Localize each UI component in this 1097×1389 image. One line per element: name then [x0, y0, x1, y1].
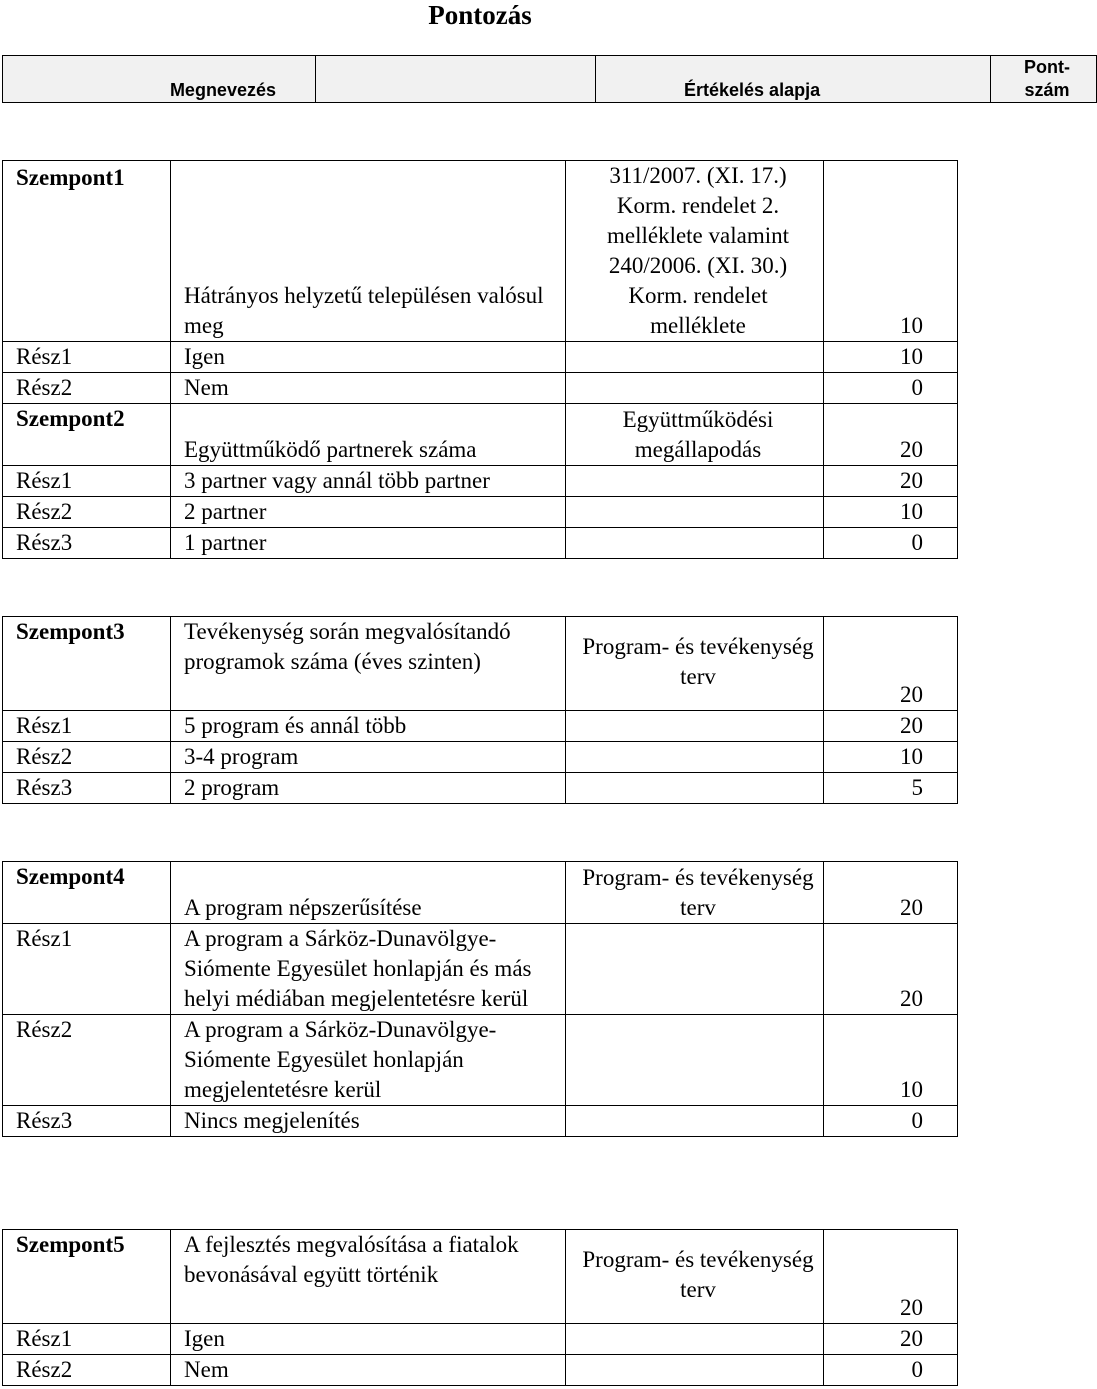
part-name: 1 partner: [171, 528, 566, 559]
part-points: 10: [824, 497, 958, 528]
szempont4-table: [2, 861, 958, 1137]
table-row: [3, 342, 958, 373]
part-points: 20: [824, 466, 958, 497]
part-basis: [566, 742, 824, 773]
part-name: A program a Sárköz-Dunavölgye-Siómente Egyesület honlapján megjelentetésre kerül: [171, 1015, 566, 1106]
criterion-basis: Program- és tevékenység terv: [566, 617, 824, 711]
part-points: 0: [824, 373, 958, 404]
part-points: 5: [824, 773, 958, 804]
part-label: Rész1: [3, 466, 171, 497]
table-row: [3, 1106, 958, 1137]
part-points: 0: [824, 1106, 958, 1137]
part-name: 2 program: [171, 773, 566, 804]
szempont5-table: [2, 1229, 958, 1386]
part-name: A program a Sárköz-Dunavölgye-Siómente Egyesület honlapján és más helyi médiában megjelentetésre kerül: [171, 924, 566, 1015]
part-label: Rész3: [3, 1106, 171, 1137]
table-row: [3, 711, 958, 742]
part-label: Rész2: [3, 1015, 171, 1106]
part-label: Rész2: [3, 742, 171, 773]
part-points: 10: [824, 742, 958, 773]
table-row: [3, 924, 958, 1015]
part-points: 20: [824, 924, 958, 1015]
criterion-name: Tevékenység során megvalósítandó programok száma (éves szinten): [171, 617, 566, 711]
part-basis: [566, 1324, 824, 1355]
header-ertekeles-label: Értékelés alapja: [596, 56, 991, 103]
criterion-label: Szempont5: [3, 1230, 171, 1324]
table-row: [3, 404, 958, 466]
part-name: Igen: [171, 342, 566, 373]
part-basis: [566, 1015, 824, 1106]
part-name: 3-4 program: [171, 742, 566, 773]
criterion-basis: Együttműködési megállapodás: [566, 404, 824, 466]
part-label: Rész3: [3, 528, 171, 559]
header-pontszam: [991, 56, 1097, 103]
part-points: 20: [824, 711, 958, 742]
part-basis: [566, 466, 824, 497]
criterion-label: Szempont2: [3, 404, 171, 466]
table-row: [3, 1324, 958, 1355]
criterion-points: 20: [824, 617, 958, 711]
header-table: [2, 55, 1097, 103]
criterion-label: Szempont4: [3, 862, 171, 924]
part-label: Rész2: [3, 373, 171, 404]
part-name: 5 program és annál több: [171, 711, 566, 742]
szempont1-table: [2, 160, 958, 404]
part-points: 20: [824, 1324, 958, 1355]
part-label: Rész1: [3, 1324, 171, 1355]
criterion-points: 10: [824, 161, 958, 342]
header-megnevezes: Megnevezés: [3, 56, 316, 103]
part-basis: [566, 342, 824, 373]
table-row: [3, 1230, 958, 1324]
criterion-name: Együttműködő partnerek száma: [171, 404, 566, 466]
header-ertekeles: [316, 56, 596, 103]
header-pontszam-label: Pont-szám: [1024, 57, 1070, 100]
table-row: [3, 497, 958, 528]
szempont3-table: [2, 616, 958, 804]
part-basis: [566, 497, 824, 528]
table-row: [3, 1015, 958, 1106]
part-points: 0: [824, 528, 958, 559]
page-title: Pontozás: [428, 0, 532, 30]
part-label: Rész2: [3, 497, 171, 528]
criterion-label: Szempont1: [3, 161, 171, 342]
criterion-points: 20: [824, 404, 958, 466]
criterion-label: Szempont3: [3, 617, 171, 711]
part-label: Rész1: [3, 924, 171, 1015]
part-basis: [566, 373, 824, 404]
table-row: [3, 862, 958, 924]
part-name: Igen: [171, 1324, 566, 1355]
table-row: [3, 742, 958, 773]
part-name: Nem: [171, 373, 566, 404]
szempont2-table: [2, 403, 958, 559]
part-basis: [566, 1355, 824, 1386]
part-basis: [566, 924, 824, 1015]
part-label: Rész1: [3, 342, 171, 373]
table-row: [3, 528, 958, 559]
part-label: Rész2: [3, 1355, 171, 1386]
table-row: [3, 466, 958, 497]
table-row: [3, 161, 958, 342]
part-name: 3 partner vagy annál több partner: [171, 466, 566, 497]
table-row: [3, 373, 958, 404]
table-row: [3, 617, 958, 711]
criterion-name: A fejlesztés megvalósítása a fiatalok bevonásával együtt történik: [171, 1230, 566, 1324]
part-name: 2 partner: [171, 497, 566, 528]
criterion-name: Hátrányos helyzetű településen valósul meg: [171, 161, 566, 342]
part-basis: [566, 773, 824, 804]
criterion-points: 20: [824, 1230, 958, 1324]
part-basis: [566, 1106, 824, 1137]
criterion-basis: Program- és tevékenység terv: [566, 862, 824, 924]
criterion-basis: 311/2007. (XI. 17.) Korm. rendelet 2. melléklete valamint 240/2006. (XI. 30.) Korm. rendelet melléklete: [566, 161, 824, 342]
part-label: Rész1: [3, 711, 171, 742]
part-label: Rész3: [3, 773, 171, 804]
part-points: 10: [824, 1015, 958, 1106]
criterion-points: 20: [824, 862, 958, 924]
part-name: Nincs megjelenítés: [171, 1106, 566, 1137]
table-row: [3, 1355, 958, 1386]
criterion-name: A program népszerűsítése: [171, 862, 566, 924]
part-basis: [566, 711, 824, 742]
criterion-basis: Program- és tevékenység terv: [566, 1230, 824, 1324]
part-points: 0: [824, 1355, 958, 1386]
part-basis: [566, 528, 824, 559]
table-row: [3, 773, 958, 804]
part-points: 10: [824, 342, 958, 373]
part-name: Nem: [171, 1355, 566, 1386]
